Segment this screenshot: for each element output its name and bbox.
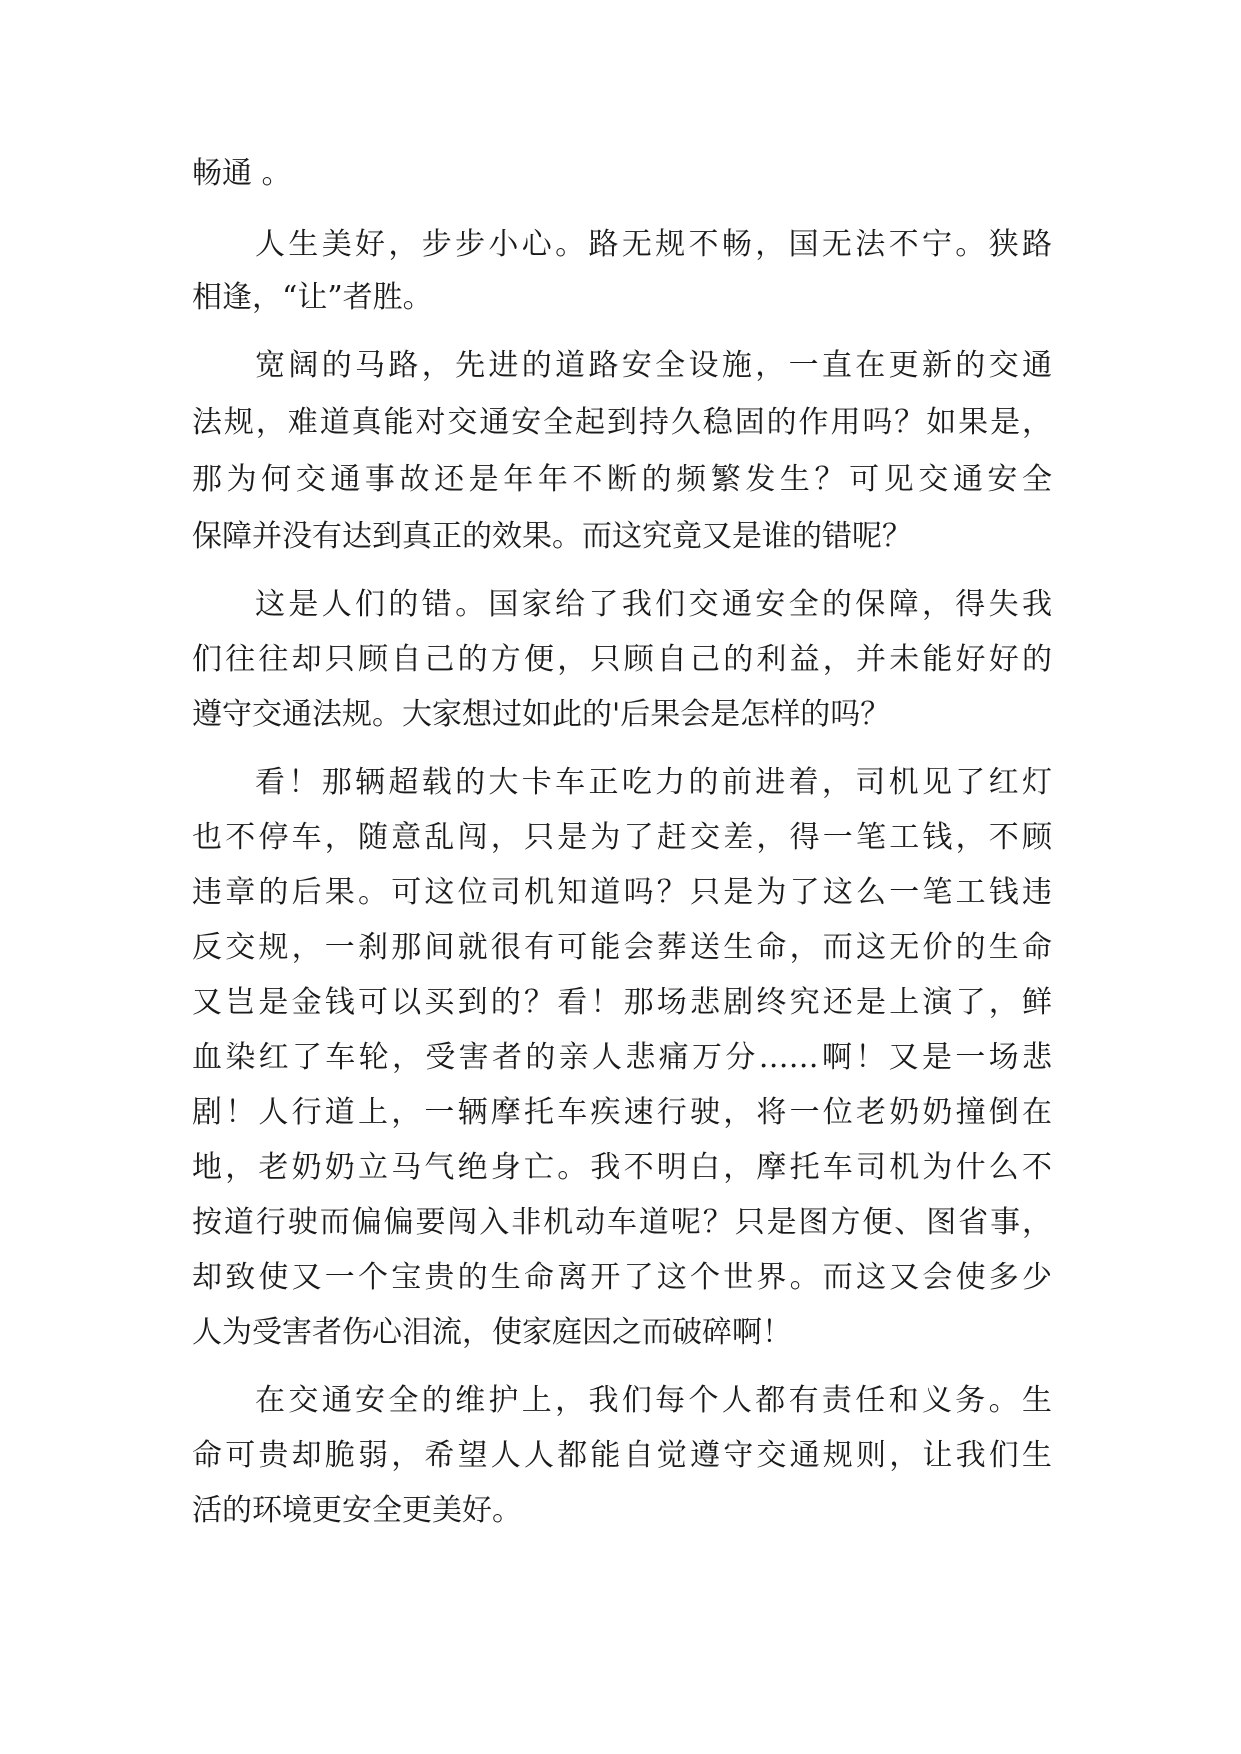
text-line: 又岂是金钱可以买到的？看！那场悲剧终究还是上演了，鲜 xyxy=(192,985,1052,1020)
text-line: 们往往却只顾自己的方便，只顾自己的利益，并未能好好的 xyxy=(192,642,1052,677)
text-line: 活的环境更安全更美好。 xyxy=(192,1493,522,1528)
text-line: 人生美好，步步小心。路无规不畅，国无法不宁。狭路 xyxy=(255,227,1052,262)
text-line: 人为受害者伤心泪流，使家庭因之而破碎啊！ xyxy=(192,1315,792,1350)
text-line: 反交规，一刹那间就很有可能会葬送生命，而这无价的生命 xyxy=(192,930,1052,965)
text-line: 地，老奶奶立马气绝身亡。我不明白，摩托车司机为什么不 xyxy=(192,1150,1052,1185)
text-line: 在交通安全的维护上，我们每个人都有责任和义务。生 xyxy=(255,1383,1052,1418)
text-line: 按道行驶而偏偏要闯入非机动车道呢？只是图方便、图省事， xyxy=(192,1205,1052,1240)
text-line: 剧！人行道上，一辆摩托车疾速行驶，将一位老奶奶撞倒在 xyxy=(192,1095,1052,1130)
text-line: 命可贵却脆弱，希望人人都能自觉遵守交通规则，让我们生 xyxy=(192,1438,1052,1473)
text-line: 畅通 。 xyxy=(192,156,292,191)
text-line: 违章的后果。可这位司机知道吗？只是为了这么一笔工钱违 xyxy=(192,875,1052,910)
text-line: 血染红了车轮，受害者的亲人悲痛万分……啊！又是一场悲 xyxy=(192,1040,1052,1075)
text-line: 法规，难道真能对交通安全起到持久稳固的作用吗？如果是， xyxy=(192,405,1052,440)
text-line: 相逢，“让”者胜。 xyxy=(192,280,433,315)
text-line: 却致使又一个宝贵的生命离开了这个世界。而这又会使多少 xyxy=(192,1260,1052,1295)
text-line: 看！那辆超载的大卡车正吃力的前进着，司机见了红灯 xyxy=(255,765,1052,800)
text-line: 也不停车，随意乱闯，只是为了赶交差，得一笔工钱，不顾 xyxy=(192,820,1052,855)
text-line: 这是人们的错。国家给了我们交通安全的保障，得失我 xyxy=(255,587,1052,622)
text-line: 那为何交通事故还是年年不断的频繁发生？可见交通安全 xyxy=(192,462,1052,497)
text-line: 保障并没有达到真正的效果。而这究竟又是谁的错呢？ xyxy=(192,519,912,554)
text-line: 遵守交通法规。大家想过如此的'后果会是怎样的吗？ xyxy=(192,697,891,732)
text-line: 宽阔的马路，先进的道路安全设施，一直在更新的交通 xyxy=(255,348,1052,383)
